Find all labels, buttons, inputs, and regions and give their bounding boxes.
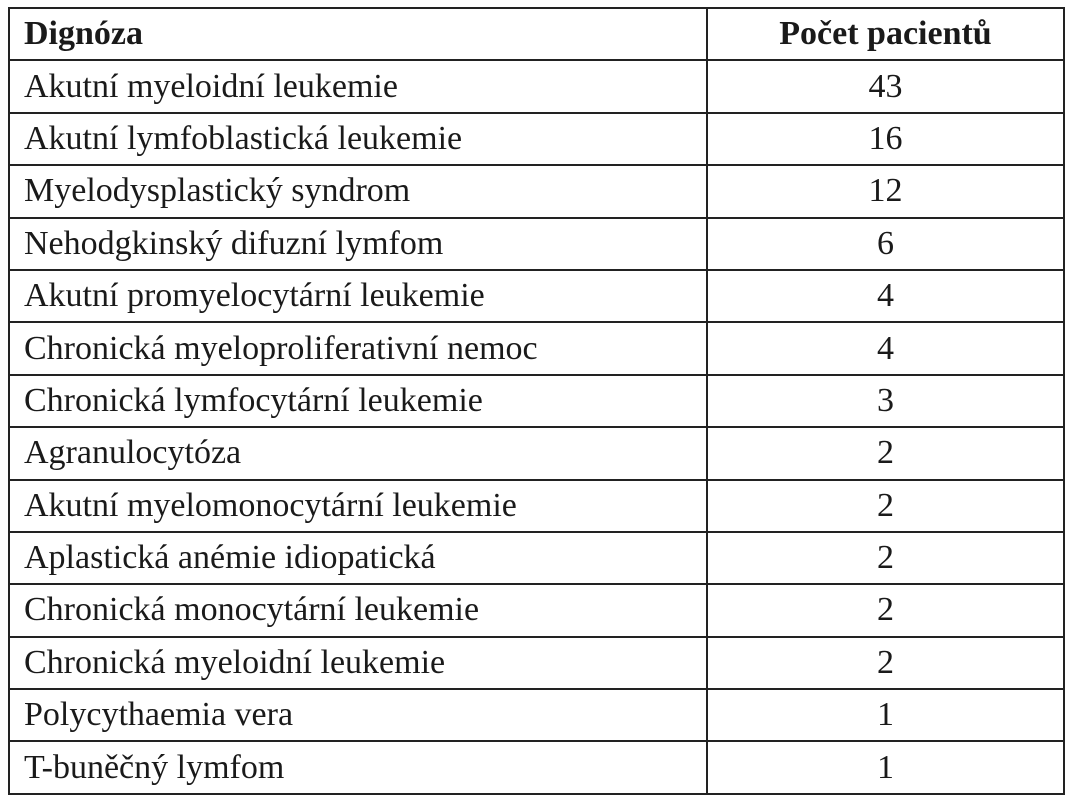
diagnosis-cell: Nehodgkinský difuzní lymfom [9, 218, 707, 270]
patient-count-cell: 1 [707, 689, 1064, 741]
diagnosis-cell: Chronická monocytární leukemie [9, 584, 707, 636]
patient-count-cell: 1 [707, 741, 1064, 793]
table-row [9, 113, 1064, 165]
diagnosis-cell: Agranulocytóza [9, 427, 707, 479]
diagnosis-cell: Akutní promyelocytární leukemie [9, 270, 707, 322]
table-header-row [9, 8, 1064, 60]
diagnosis-cell: Chronická myeloproliferativní nemoc [9, 322, 707, 374]
diagnosis-cell: Akutní lymfoblastická leukemie [9, 113, 707, 165]
patient-count-cell: 2 [707, 584, 1064, 636]
table-row [9, 270, 1064, 322]
diagnosis-cell: Chronická lymfocytární leukemie [9, 375, 707, 427]
table-row [9, 584, 1064, 636]
table-row [9, 480, 1064, 532]
diagnosis-cell: Akutní myeloidní leukemie [9, 60, 707, 112]
patient-count-cell: 6 [707, 218, 1064, 270]
table-row [9, 637, 1064, 689]
patient-count-cell: 2 [707, 480, 1064, 532]
table-row [9, 689, 1064, 741]
header-diagnosis: Dignóza [9, 8, 707, 60]
table-body [9, 60, 1064, 793]
patient-count-cell: 2 [707, 637, 1064, 689]
patient-count-cell: 3 [707, 375, 1064, 427]
diagnosis-cell: Aplastická anémie idiopatická [9, 532, 707, 584]
diagnosis-cell: Polycythaemia vera [9, 689, 707, 741]
patient-count-cell: 2 [707, 427, 1064, 479]
table-row [9, 375, 1064, 427]
patient-count-cell: 16 [707, 113, 1064, 165]
patient-count-cell: 4 [707, 270, 1064, 322]
table-row [9, 427, 1064, 479]
diagnosis-table-container [8, 7, 1063, 793]
diagnosis-table [8, 7, 1065, 795]
table-row [9, 532, 1064, 584]
patient-count-cell: 12 [707, 165, 1064, 217]
table-row [9, 322, 1064, 374]
diagnosis-cell: Chronická myeloidní leukemie [9, 637, 707, 689]
header-patient-count: Počet pacientů [707, 8, 1064, 60]
diagnosis-cell: T-buněčný lymfom [9, 741, 707, 793]
table-row [9, 218, 1064, 270]
patient-count-cell: 43 [707, 60, 1064, 112]
diagnosis-cell: Akutní myelomonocytární leukemie [9, 480, 707, 532]
table-row [9, 741, 1064, 793]
patient-count-cell: 2 [707, 532, 1064, 584]
diagnosis-cell: Myelodysplastický syndrom [9, 165, 707, 217]
table-row [9, 60, 1064, 112]
patient-count-cell: 4 [707, 322, 1064, 374]
table-row [9, 165, 1064, 217]
